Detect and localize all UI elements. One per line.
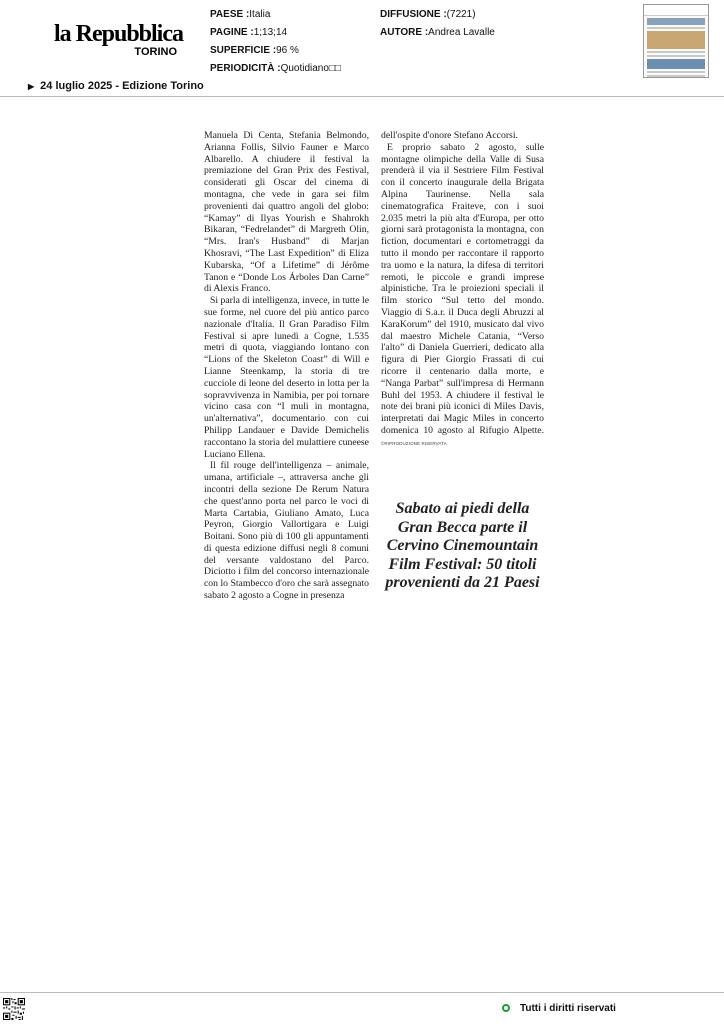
circle-icon	[502, 1004, 510, 1012]
paragraph: E proprio sabato 2 agosto, sulle montagne olimpiche della Valle di Susa prenderà il via il Sestriere Film Festival con il concerto inaugurale della Brigata Alpina Taurinense. Nella sala cinematografica Fraiteve, con i suoi 2.035 metri la più alta d'Europa, per otto giorni sarà protagonista la montagna, con fiction, documentari e cortometraggi da tutto il mondo per raccontare il rapporto tra uomo e la natura, la difesa di territori remoti, le piccole e grandi imprese alpinistiche. Tra le proiezioni speciali il film storico “Sul tetto del mondo. Viaggio di S.a.r. il Duca degli Abruzzi al KaraKorum” del 1910, musicato dal vivo dal maestro Michele Catania, “Verso l'alto” di Daniela Guerrieri, dedicato alla figura di Pier Giorgio Frassati di cui ricorre il centenario dalla morte, e “Nanga Parbat” sull'impresa di Hermann Buhl del 1953. A chiudere il festival le note dei brani più iconici di Miles Davis, interpretati dai Magic Miles in concerto domenica 10 agosto al Rifugio Alpette. ©RIPRODUZIONE RISERVATA	[381, 141, 544, 446]
dateline: ▶ 24 luglio 2025 - Edizione Torino	[28, 80, 204, 92]
copyright-note: ©RIPRODUZIONE RISERVATA	[381, 440, 447, 446]
article-column-2	[381, 130, 544, 450]
paragraph: Il fil rouge dell'intelligenza – animale, umana, artificiale –, attraversa anche gli incontri della sezione De Rerum Natura che quest'anno porta nel parco le voci di Marta Cartabia, Giuliano Amato, Luca Peyron, Giorgio Vallortigara e Luigi Boitani. Sono più di 100 gli appuntamenti di questa edizione diffusi negli 8 comuni del versante valdostano del Parco. Diciotto i film del concorso internazionale con lo Stambecco d'oro che sarà assegnato sabato 2 agosto a Cogne in presenza	[204, 460, 369, 602]
paragraph: Manuela Di Centa, Stefania Belmondo, Arianna Follis, Silvio Fauner e Marco Albarello. A chiudere il festival la premiazione del Gran Prix des Festival, considerati gli Oscar del cinema di montagna, che vede in gara sei film provenienti dai quattro angoli del globo: “Kamay” di Ilyas Yourish e Shahrokh Bikaran, “Fedrelandet” di Margreth Olin, “Mrs. Iran's Husband” di Marjan Khosravi, “The Last Expedition” di Eliza Kubarska, “Of a Lifetime” di Jérôme Tanon e “Donde Los Árboles Dan Carne” di Alexis Franco.	[204, 130, 369, 295]
meta-paese: PAESE :Italia	[210, 9, 271, 20]
footer-divider	[0, 992, 724, 993]
meta-periodicita: PERIODICITÀ :Quotidiano□□	[210, 63, 342, 74]
triangle-bullet-icon: ▶	[28, 82, 35, 91]
meta-autore: AUTORE :Andrea Lavalle	[380, 27, 495, 38]
meta-superficie: SUPERFICIE :96 %	[210, 45, 299, 56]
masthead	[18, 22, 183, 58]
meta-diffusione: DIFFUSIONE :(7221)	[380, 9, 476, 20]
page-thumbnail	[643, 4, 709, 78]
paragraph: Si parla di intelligenza, invece, in tutte le sue forme, nel cuore del più antico parco nazionale d'Italia. Il Gran Paradiso Film Festival si apre lunedì a Cogne, 1.535 metri di quota, viaggiando lontano con “Lions of the Skeleton Coast” di Will e Lianne Steenkamp, la storia di tre cucciole di leone del deserto in lotta per la sopravvivenza in Namibia, per poi tornare vicino casa con “I muli in montagna, un'alternativa”, documentario con cui Philipp Landauer e Davide Demichelis raccontano la storia del mulattiere cuneese Luciano Ellena.	[204, 295, 369, 460]
pull-quote: Sabato ai piedi della Gran Becca parte il Cervino Cinemountain Film Festival: 50 titoli provenienti da 21 Paesi	[385, 500, 540, 591]
meta-right	[380, 9, 495, 39]
header-divider	[0, 96, 724, 97]
article-column-1	[204, 130, 369, 602]
rights-notice: Tutti i diritti riservati	[502, 1003, 616, 1014]
meta-left	[210, 9, 341, 75]
paragraph: dell'ospite d'onore Stefano Accorsi.	[381, 130, 518, 141]
newspaper-logo: la Repubblica	[53, 21, 183, 47]
edition-label: TORINO	[134, 46, 177, 58]
qr-code-icon	[3, 998, 25, 1020]
meta-pagine: PAGINE :1;13;14	[210, 27, 288, 38]
